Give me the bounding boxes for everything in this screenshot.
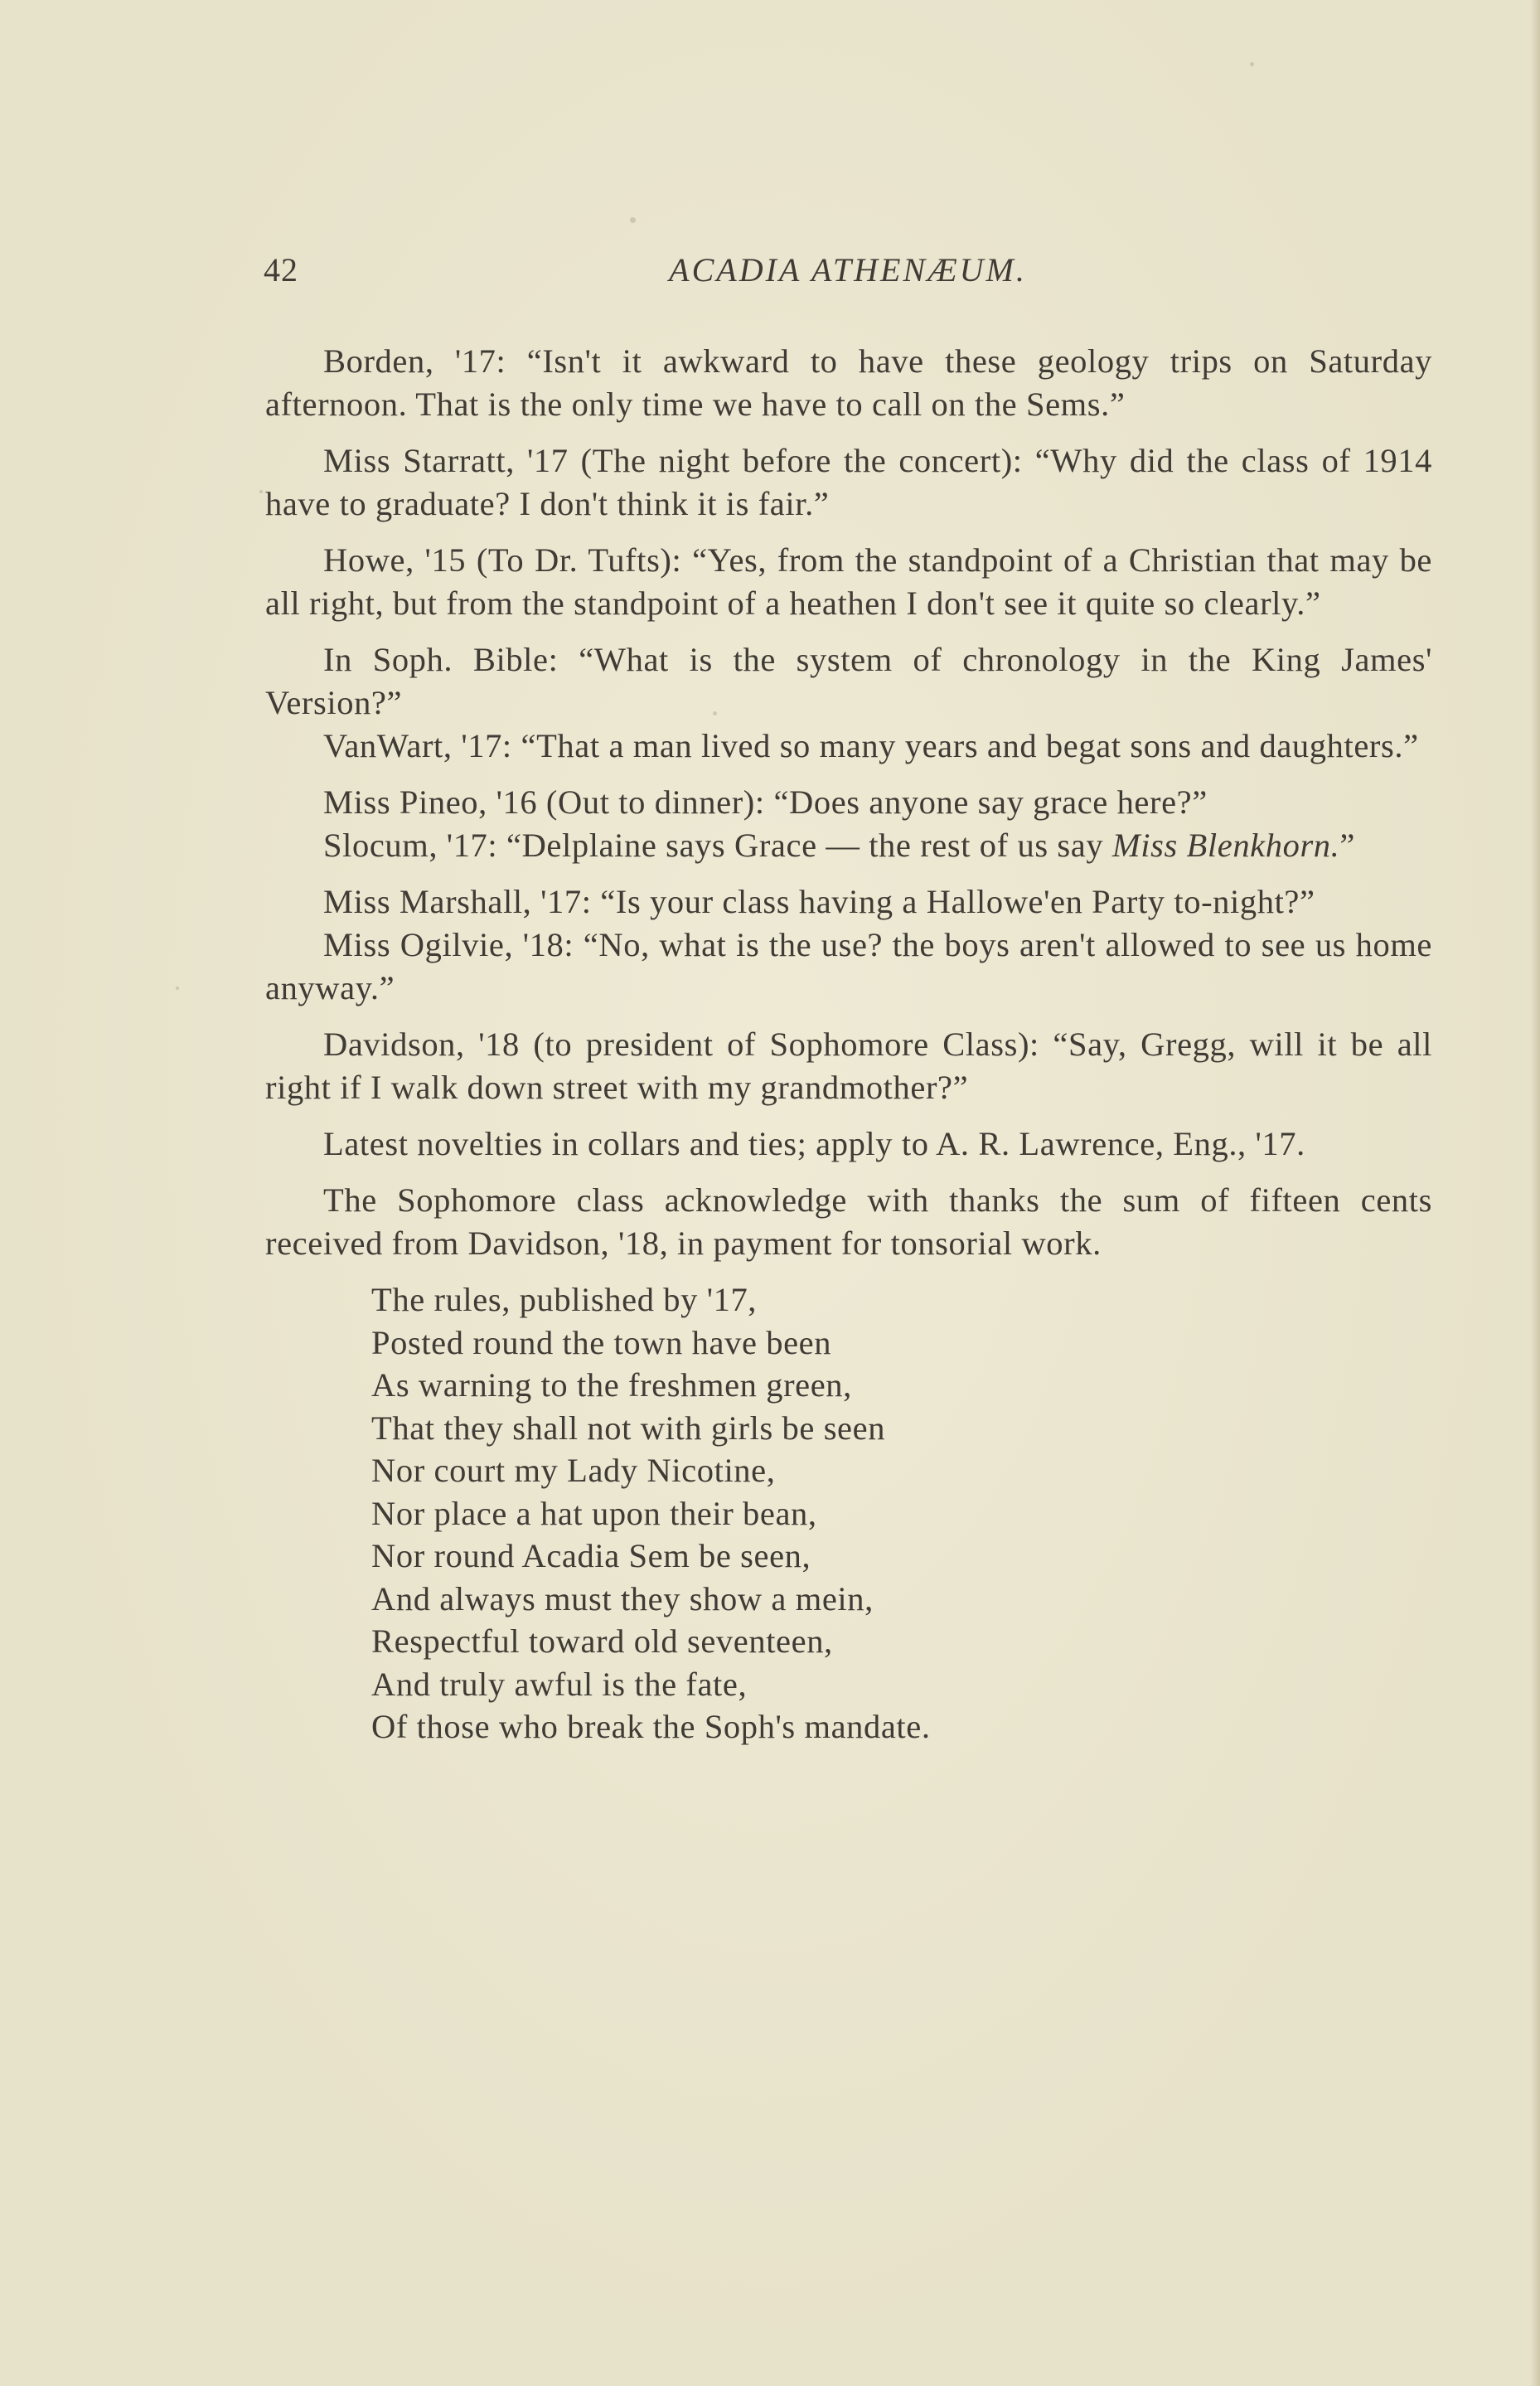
quote-text: “Why did the class of 1914 have to graduate? I don't think it is fair.” xyxy=(265,442,1432,522)
speaker: Davidson, '18 (to president of Sophomore Class): xyxy=(323,1026,1039,1063)
poem-line: As warning to the freshmen green, xyxy=(371,1366,852,1404)
quote-text: “No, what is the use? the boys aren't allowed to see us home anyway.” xyxy=(265,926,1433,1006)
paragraph-vanwart xyxy=(265,725,1432,768)
speaker: Miss Ogilvie, '18: xyxy=(323,926,574,963)
poem-line: And truly awful is the fate, xyxy=(371,1665,748,1703)
poem-line: Of those who break the Soph's mandate. xyxy=(371,1708,931,1745)
page-edge-shadow xyxy=(1530,0,1540,2386)
paragraph-soph-bible xyxy=(265,638,1432,725)
speaker: Miss Pineo, '16 (Out to dinner): xyxy=(323,783,765,821)
running-title: ACADIA ATHENÆUM. xyxy=(669,251,1027,289)
closing-quote: ” xyxy=(1339,827,1355,864)
poem-line: That they shall not with girls be seen xyxy=(371,1409,886,1447)
paragraph-sophomore-class xyxy=(265,1179,1432,1265)
quote-text: “What is the system of chronology in the King James' Version?” xyxy=(265,641,1432,721)
paragraph-ogilvie xyxy=(265,924,1432,1010)
paper-speck xyxy=(630,217,636,223)
poem-line: The rules, published by '17, xyxy=(371,1281,758,1318)
paragraph-borden xyxy=(265,340,1432,426)
speaker: In Soph. Bible: xyxy=(323,641,559,678)
paragraph-text: The Sophomore class acknowledge with thanks the sum of fifteen cents received from Davidson, '18, in payment for tonsorial work. xyxy=(265,1181,1432,1262)
paper-speck xyxy=(1250,62,1254,66)
poem-line: Respectful toward old seventeen, xyxy=(371,1622,833,1660)
paragraph-marshall xyxy=(265,880,1432,924)
paper-speck xyxy=(176,987,179,990)
paragraph-davidson xyxy=(265,1023,1432,1109)
paper-speck xyxy=(259,490,263,493)
paragraph-howe xyxy=(265,539,1432,625)
page-content xyxy=(265,340,1432,1748)
quote-text: “Does anyone say grace here?” xyxy=(764,783,1208,821)
paragraph-novelties xyxy=(265,1123,1432,1166)
italic-name: Miss Blenkhorn. xyxy=(1111,827,1340,864)
speaker: Borden, '17: xyxy=(323,342,506,380)
paragraph-slocum xyxy=(265,824,1432,867)
quote-text: “Is your class having a Hallowe'en Party to-night?” xyxy=(591,883,1315,920)
poem-line: Posted round the town have been xyxy=(371,1323,832,1361)
speaker: Slocum, '17: xyxy=(323,827,498,864)
speaker: Miss Marshall, '17: xyxy=(323,883,592,920)
paragraph-starratt xyxy=(265,439,1432,526)
quote-text: “That a man lived so many years and begat sons and daughters.” xyxy=(511,727,1419,764)
quote-text: “Say, Gregg, will it be all right if I walk down street with my grandmother?” xyxy=(265,1026,1432,1106)
quote-text: “Isn't it awkward to have these geology trips on Saturday afternoon. That is the only time we have to call on the Sems.” xyxy=(265,342,1432,423)
speaker: VanWart, '17: xyxy=(323,727,512,764)
poem-line: Nor court my Lady Nicotine, xyxy=(371,1452,776,1489)
paragraph-text: Latest novelties in collars and ties; apply to A. R. Lawrence, Eng., '17. xyxy=(323,1125,1305,1162)
speaker: Howe, '15 (To Dr. Tufts): xyxy=(323,541,682,579)
quote-text: “Yes, from the standpoint of a Christian that may be all right, but from the standpoint of a heathen I don't see it quite so clearly.” xyxy=(265,541,1432,622)
poem-line: Nor place a hat upon their bean, xyxy=(371,1494,817,1532)
page-number: 42 xyxy=(264,251,298,289)
speaker: Miss Starratt, '17 (The night before the concert): xyxy=(323,442,1023,479)
paragraph-pineo xyxy=(265,781,1432,824)
quote-text: “Delplaine says Grace — the rest of us say xyxy=(497,827,1112,864)
poem-line: And always must they show a mein, xyxy=(371,1579,874,1617)
poem-line: Nor round Acadia Sem be seen, xyxy=(371,1537,811,1574)
poem xyxy=(371,1278,1432,1748)
page-header xyxy=(264,250,1432,300)
